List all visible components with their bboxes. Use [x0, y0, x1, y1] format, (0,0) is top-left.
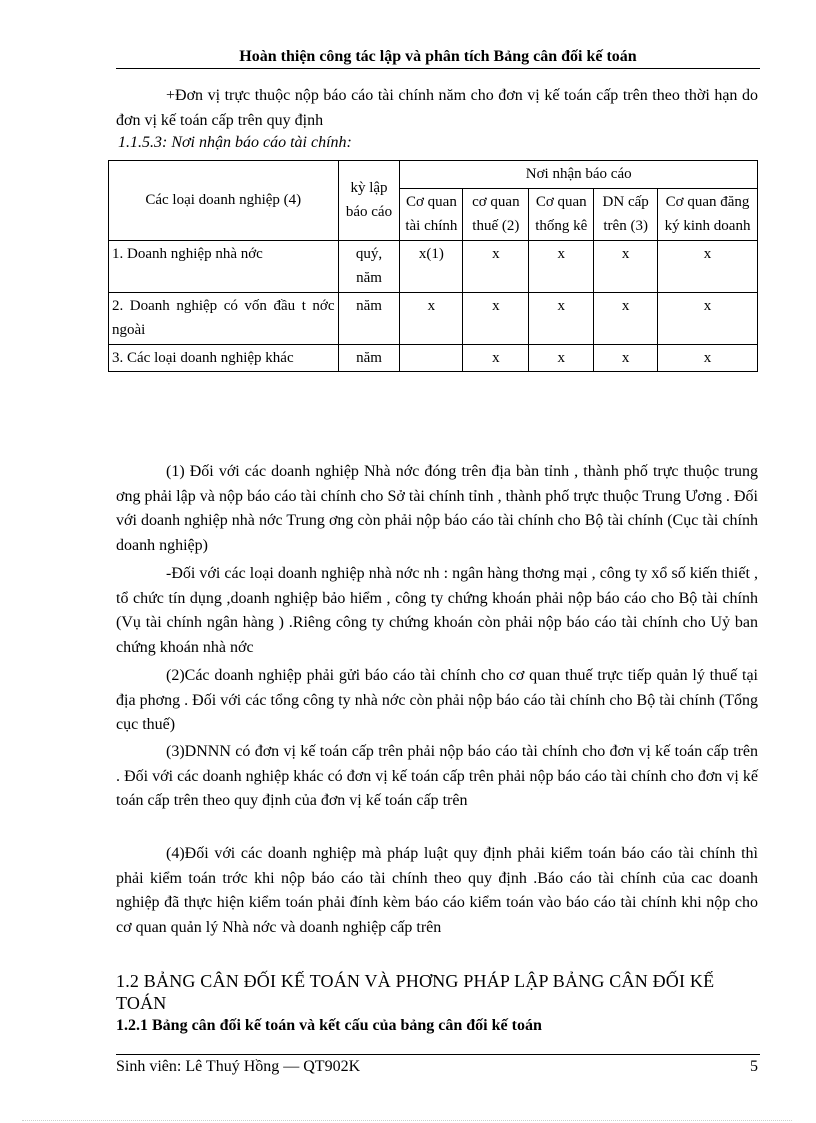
mark-cell: x: [400, 292, 463, 344]
note-4-paragraph: (4)Đối với các doanh nghiệp mà pháp luật quy định phải kiểm toán báo cáo tài chính thì phải kiểm toán trớc khi nộp báo cáo tài chính theo quy định .Báo cáo tài chính của cac doanh nghiệp đã thực hiện kiểm toán phải đính kèm báo cáo kiểm toán vào báo cáo tài chính khi nộp cho cơ quan quản lý Nhà nớc và doanh nghiệp cấp trên: [116, 845, 758, 936]
row-type-cell: 1. Doanh nghiệp nhà nớc: [109, 240, 339, 292]
note-2-paragraph: (2)Các doanh nghiệp phải gửi báo cáo tài chính cho cơ quan thuế trực tiếp quản lý thuế tại địa phơng . Đối với các tổng công ty nhà nớc còn phải nộp báo cáo tài chính cho Bộ tài chính (Tổng cục thuế): [116, 667, 758, 733]
mark-cell: x: [529, 240, 594, 292]
report-recipients-table: [108, 160, 758, 372]
col-header-business-registration: Cơ quan đăng ký kinh doanh: [658, 188, 758, 240]
footer-divider: [116, 1054, 760, 1055]
mark-cell: x: [658, 344, 758, 372]
intro-paragraph: +Đơn vị trực thuộc nộp báo cáo tài chính năm cho đơn vị kế toán cấp trên theo thời hạn do đơn vị kế toán cấp trên quy định: [116, 87, 758, 129]
col-header-statistics-agency: Cơ quan thống kê: [529, 188, 594, 240]
table-row: [109, 240, 758, 292]
footer-student: Sinh viên: Lê Thuý Hồng — QT902K: [116, 1058, 361, 1075]
col-header-recipients-group: Nơi nhận báo cáo: [400, 161, 758, 189]
mark-cell: [400, 344, 463, 372]
section-1-2-1-heading: 1.2.1 Bảng cân đối kế toán và kết cấu của bảng cân đối kế toán: [116, 1017, 542, 1034]
page-bottom-dotted-divider: [22, 1120, 792, 1121]
mark-cell: x: [594, 292, 658, 344]
note-1-paragraph: (1) Đối với các doanh nghiệp Nhà nớc đóng trên địa bàn tỉnh , thành phố trực thuộc trung ơng phải lập và nộp báo cáo tài chính cho Sở tài chính tỉnh , thành phố trực thuộc Trung Ương . Đối với doanh nghiệp nhà nớc Trung ơng còn phải nộp báo cáo tài chính cho Bộ tài chính (Cục tài chính doanh nghiệp): [116, 463, 758, 554]
row-period-cell: quý, năm: [338, 240, 400, 292]
mark-cell: x: [463, 292, 529, 344]
col-header-enterprise-type: Các loại doanh nghiệp (4): [109, 161, 339, 241]
mark-cell: x: [594, 344, 658, 372]
col-header-tax-agency: cơ quan thuế (2): [463, 188, 529, 240]
col-header-report-period: kỳ lập báo cáo: [338, 161, 400, 241]
note-3-paragraph: (3)DNNN có đơn vị kế toán cấp trên phải nộp báo cáo tài chính cho đơn vị kế toán cấp trên . Đối với các doanh nghiệp khác có đơn vị kế toán cấp trên phải nộp báo cáo tài chính cho đơn vị kế toán cấp trên theo quy định của đơn vị kế toán cấp trên: [116, 743, 758, 809]
row-type-cell: 3. Các loại doanh nghiệp khác: [109, 344, 339, 372]
mark-cell: x: [463, 240, 529, 292]
table-row: [109, 344, 758, 372]
mark-cell: x(1): [400, 240, 463, 292]
mark-cell: x: [529, 292, 594, 344]
col-header-superior-enterprise: DN cấp trên (3): [594, 188, 658, 240]
section-1-2-heading: 1.2 BẢNG CÂN ĐỐI KẾ TOÁN VÀ PHƠNG PHÁP LẬP BẢNG CÂN ĐỐI KẾ TOÁN: [116, 971, 715, 1013]
mark-cell: x: [594, 240, 658, 292]
mark-cell: x: [463, 344, 529, 372]
col-header-finance-agency: Cơ quan tài chính: [400, 188, 463, 240]
table-row: [109, 292, 758, 344]
row-period-cell: năm: [338, 292, 400, 344]
page-header: Hoàn thiện công tác lập và phân tích Bảng cân đối kế toán: [116, 48, 760, 69]
section-1-1-5-3-heading: 1.1.5.3: Nơi nhận báo cáo tài chính:: [118, 134, 352, 151]
note-1b-paragraph: -Đối với các loại doanh nghiệp nhà nớc nh : ngân hàng thơng mại , công ty xổ số kiến thiết , tổ chức tín dụng ,doanh nghiệp bảo hiểm , công ty chứng khoán phải nộp báo cáo cho Bộ tài chính (Vụ tài chính ngân hàng ) .Riêng công ty chứng khoán còn phải nộp báo cáo tài chính cho Uỷ ban chứng khoán nhà nớc: [116, 565, 758, 656]
page-number: 5: [750, 1058, 758, 1075]
mark-cell: x: [658, 240, 758, 292]
mark-cell: x: [529, 344, 594, 372]
mark-cell: x: [658, 292, 758, 344]
row-type-cell: 2. Doanh nghiệp có vốn đầu t nớc ngoài: [109, 292, 339, 344]
row-period-cell: năm: [338, 344, 400, 372]
